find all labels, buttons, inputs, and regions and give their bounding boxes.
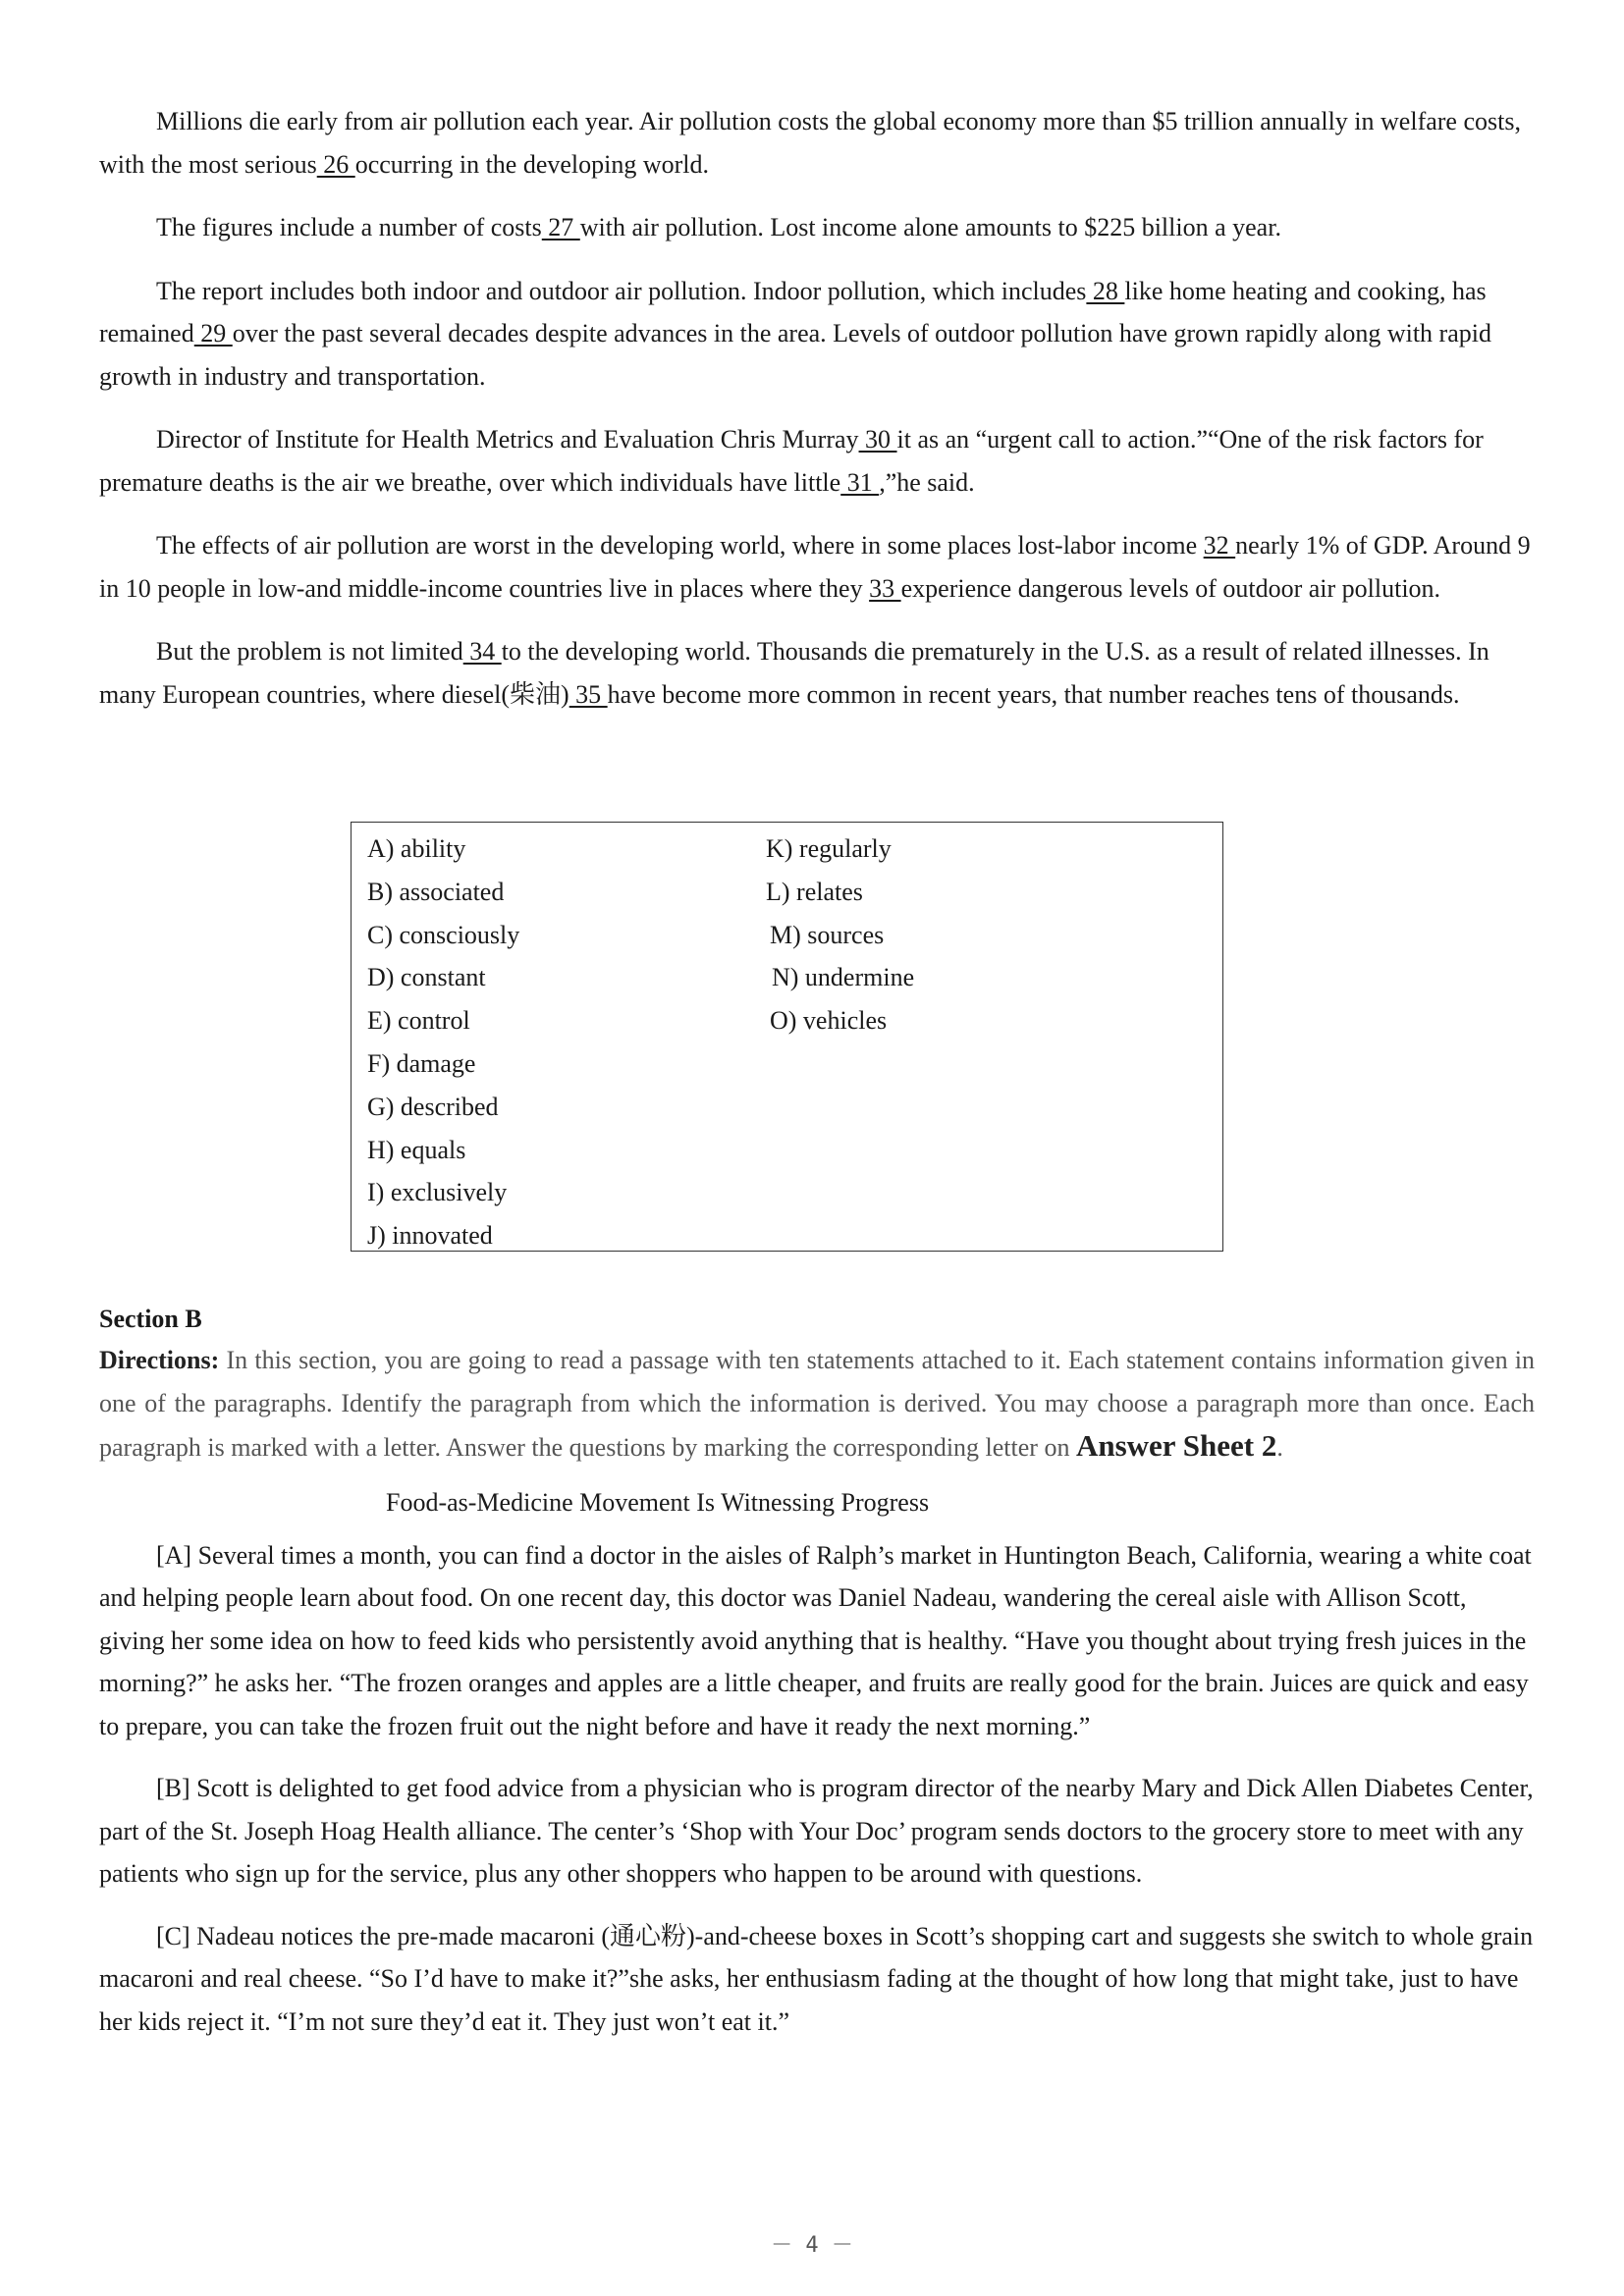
cloze-passage — [99, 100, 1535, 716]
passage-paragraph-4: Director of Institute for Health Metrics and Evaluation Chris Murray 30 it as an “urgent call to action.”“One of the risk factors for premature deaths is the air we breathe, over which individuals have little 31 ,”he said. — [99, 425, 1484, 497]
word-option-n: N) undermine — [772, 963, 915, 992]
blank-31: 31 — [840, 467, 880, 497]
word-option-a: A) ability — [367, 834, 466, 863]
section-b-title: Section B — [99, 1305, 202, 1333]
article-paragraph-a: [A] Several times a month, you can find a doctor in the aisles of Ralph’s market in Huntington Beach, California, wearing a white coat and helping people learn about food. On one recent day, this doctor was Daniel Nadeau, wandering the cereal aisle with Allison Scott, giving her some idea on how to feed kids who persistently avoid anything that is healthy. “Have you thought about trying fresh juices in the morning?” he asks her. “The frozen oranges and apples are a little cheaper, and fruits are really good for the brain. Juices are quick and easy to prepare, you can take the frozen fruit out the night before and have it ready the next morning.” — [99, 1540, 1532, 1740]
section-b-directions: Directions: In this section, you are going to read a passage with ten statements attached to it. Each statement contains information given in one of the paragraphs. Identify the paragraph from which the information is derived. You may choose a paragraph more than once. Each paragraph is marked with a letter. Answer the questions by marking the corresponding letter on Answer Sheet 2. — [99, 1346, 1535, 1463]
word-option-g: G) described — [367, 1092, 499, 1121]
word-option-b: B) associated — [367, 877, 505, 906]
passage-paragraph-3: The report includes both indoor and outdoor air pollution. Indoor pollution, which includes 28 like home heating and cooking, has remained 29 over the past several decades despite advances in the area. Levels of outdoor pollution have grown rapidly along with rapid growth in industry and transportation. — [99, 276, 1491, 391]
passage-paragraph-1: Millions die early from air pollution each year. Air pollution costs the global economy more than $5 trillion annually in welfare costs, with the most serious 26 occurring in the developing world. — [99, 107, 1521, 179]
word-bank — [351, 822, 1223, 1252]
word-option-l: L) relates — [766, 877, 863, 906]
passage-paragraph-5: The effects of air pollution are worst in the developing world, where in some places lost-labor income 32 nearly 1% of GDP. Around 9 in 10 people in low-and middle-income countries live in places where they 33 experience dangerous levels of outdoor air pollution. — [99, 531, 1531, 603]
blank-26: 26 — [316, 149, 355, 179]
blank-27: 27 — [541, 213, 580, 241]
word-option-d: D) constant — [367, 963, 486, 992]
passage-paragraph-2: The figures include a number of costs 27 with air pollution. Lost income alone amounts to $225 billion a year. — [156, 213, 1281, 241]
word-bank-left-column — [367, 828, 519, 1257]
article-paragraph-c: [C] Nadeau notices the pre-made macaroni (通心粉)-and-cheese boxes in Scott’s shopping cart and suggests she switch to whole grain macaroni and real cheese. “So I’d have to make it?”she asks, her enthusiasm fading at the thought of how long that might take, just to have her kids reject it. “I’m not sure they’d eat it. They just won’t eat it.” — [99, 1921, 1534, 2036]
word-option-f: F) damage — [367, 1048, 476, 1078]
blank-28: 28 — [1086, 276, 1125, 305]
exam-page — [99, 100, 1535, 2036]
article-paragraph-b: [B] Scott is delighted to get food advice from a physician who is program director of the nearby Mary and Dick Allen Diabetes Center, part of the St. Joseph Hoag Health alliance. The center’s ‘Shop with Your Doc’ program sends doctors to the grocery store to meet with any patients who sign up for the service, plus any other shoppers who happen to be around with questions. — [99, 1774, 1534, 1888]
directions-label: Directions: — [99, 1346, 220, 1374]
word-option-i: I) exclusively — [367, 1178, 508, 1207]
word-option-h: H) equals — [367, 1135, 466, 1164]
article-title: Food-as-Medicine Movement Is Witnessing Progress — [386, 1487, 930, 1517]
passage-paragraph-6: But the problem is not limited 34 to the developing world. Thousands die prematurely in the U.S. as a result of related illnesses. In many European countries, where diesel(柴油) 35 have become more common in recent years, that number reaches tens of thousands. — [99, 637, 1489, 709]
answer-sheet-label: Answer Sheet 2 — [1075, 1428, 1277, 1463]
blank-35: 35 — [568, 679, 608, 709]
page-number: － 4 － — [771, 2233, 853, 2258]
word-option-e: E) control — [367, 1006, 470, 1036]
word-option-o: O) vehicles — [770, 1006, 888, 1036]
blank-30: 30 — [858, 425, 897, 454]
word-option-c: C) consciously — [367, 920, 520, 949]
section-b — [99, 1300, 1535, 2062]
blank-34: 34 — [462, 637, 502, 666]
blank-32: 32 — [1203, 531, 1236, 560]
article-body — [99, 1534, 1535, 2044]
blank-29: 29 — [193, 319, 233, 347]
word-bank-right-column — [766, 828, 914, 1042]
directions-text: In this section, you are going to read a passage with ten statements attached to it. Each statement contains information given in one of the paragraphs. Identify the paragraph from which the information is derived. You may choose a paragraph more than once. Each paragraph is marked with a letter. Answer the questions by marking the corresponding letter on — [99, 1346, 1535, 1462]
word-option-m: M) sources — [770, 920, 885, 949]
blank-33: 33 — [869, 573, 901, 603]
word-option-j: J) innovated — [367, 1221, 493, 1251]
word-option-k: K) regularly — [766, 834, 892, 863]
